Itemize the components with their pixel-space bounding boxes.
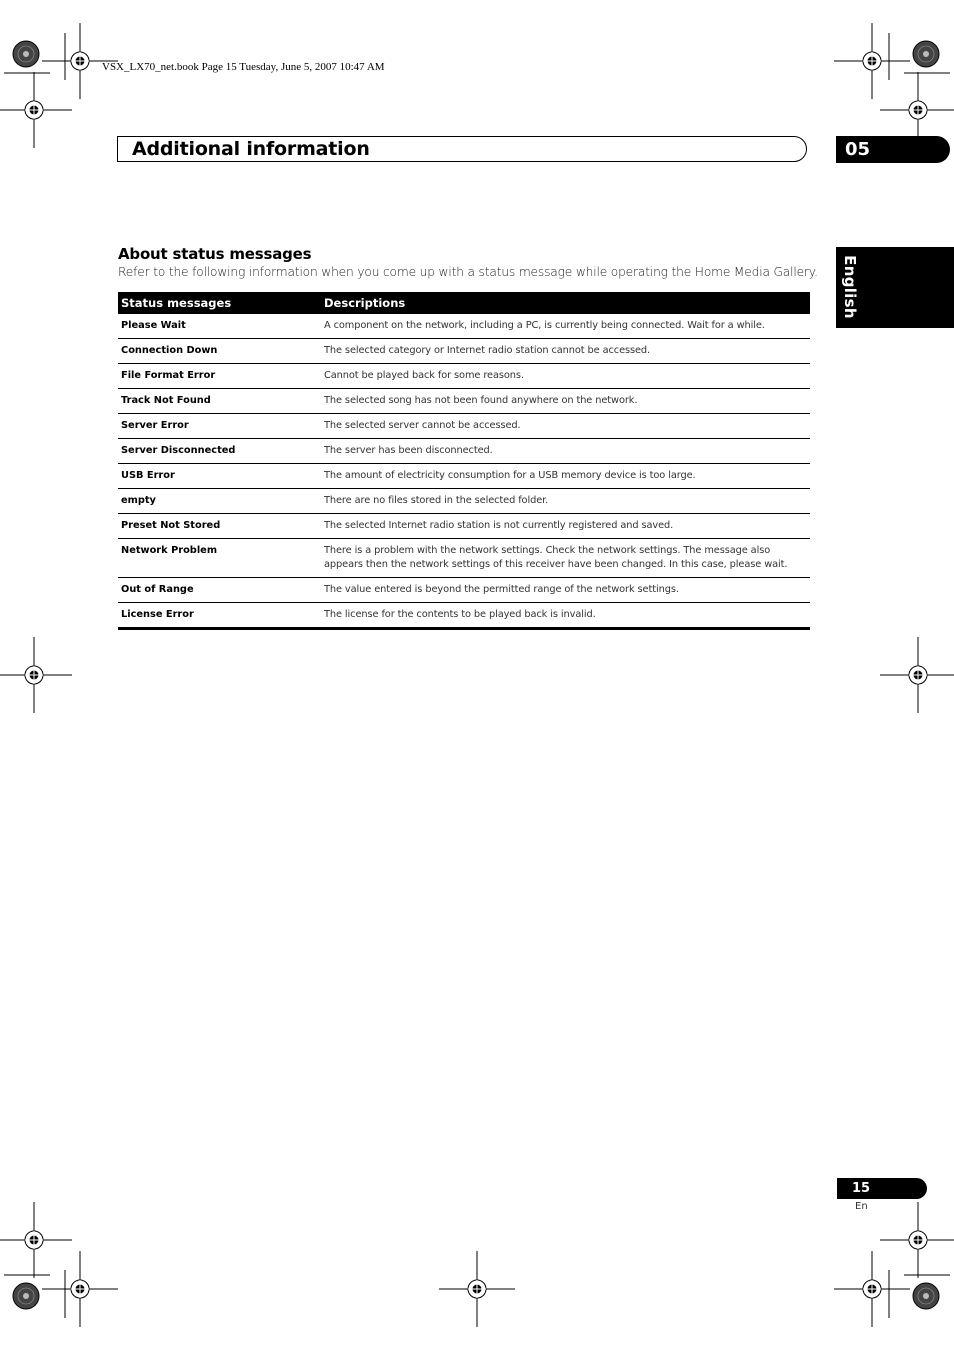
- status-message: Server Error: [118, 414, 321, 439]
- status-message: USB Error: [118, 464, 321, 489]
- table-row: [118, 314, 810, 339]
- status-description: The amount of electricity consumption for a USB memory device is too large.: [321, 464, 810, 489]
- status-description: The selected song has not been found anywhere on the network.: [321, 389, 810, 414]
- status-description: There is a problem with the network settings. Check the network settings. The message also appears then the network settings of this receiver have been changed. In this case, please wait.: [321, 539, 810, 578]
- status-description: The value entered is beyond the permitted range of the network settings.: [321, 578, 810, 603]
- status-description: The license for the contents to be played back is invalid.: [321, 603, 810, 629]
- status-message: Server Disconnected: [118, 439, 321, 464]
- table-row: [118, 514, 810, 539]
- status-description: There are no files stored in the selected folder.: [321, 489, 810, 514]
- page-language-code: En: [855, 1201, 868, 1212]
- table-header-row: [118, 292, 810, 314]
- status-message: File Format Error: [118, 364, 321, 389]
- table-row: [118, 364, 810, 389]
- table-row: [118, 414, 810, 439]
- section-heading: About status messages: [118, 245, 312, 263]
- table-row: [118, 489, 810, 514]
- status-message: Preset Not Stored: [118, 514, 321, 539]
- table-row: [118, 464, 810, 489]
- header-title: Additional information: [132, 138, 370, 160]
- table-row: [118, 439, 810, 464]
- page-number: 15: [852, 1181, 871, 1196]
- status-description: Cannot be played back for some reasons.: [321, 364, 810, 389]
- table-row: [118, 339, 810, 364]
- section-intro: Refer to the following information when you come up with a status message while operating the Home Media Gallery.: [118, 265, 818, 279]
- column-header-status: Status messages: [118, 292, 321, 314]
- table-row: [118, 389, 810, 414]
- status-message: Network Problem: [118, 539, 321, 578]
- chapter-tab: [836, 136, 950, 163]
- status-description: The selected Internet radio station is not currently registered and saved.: [321, 514, 810, 539]
- status-message: Out of Range: [118, 578, 321, 603]
- status-description: The selected category or Internet radio station cannot be accessed.: [321, 339, 810, 364]
- print-info: VSX_LX70_net.book Page 15 Tuesday, June 5, 2007 10:47 AM: [102, 61, 385, 73]
- status-message: Please Wait: [118, 314, 321, 339]
- table-row: [118, 539, 810, 578]
- column-header-description: Descriptions: [321, 292, 810, 314]
- status-messages-table: [118, 292, 810, 630]
- language-tab: [836, 247, 954, 328]
- page-number-tab: [837, 1178, 927, 1199]
- table-row: [118, 578, 810, 603]
- status-description: The server has been disconnected.: [321, 439, 810, 464]
- status-description: A component on the network, including a PC, is currently being connected. Wait for a while.: [321, 314, 810, 339]
- status-message: License Error: [118, 603, 321, 629]
- status-description: The selected server cannot be accessed.: [321, 414, 810, 439]
- status-message: empty: [118, 489, 321, 514]
- language-label: English: [841, 255, 859, 319]
- table-row: [118, 603, 810, 629]
- header-bar: [117, 136, 807, 162]
- status-message: Track Not Found: [118, 389, 321, 414]
- status-message: Connection Down: [118, 339, 321, 364]
- chapter-number: 05: [845, 139, 871, 160]
